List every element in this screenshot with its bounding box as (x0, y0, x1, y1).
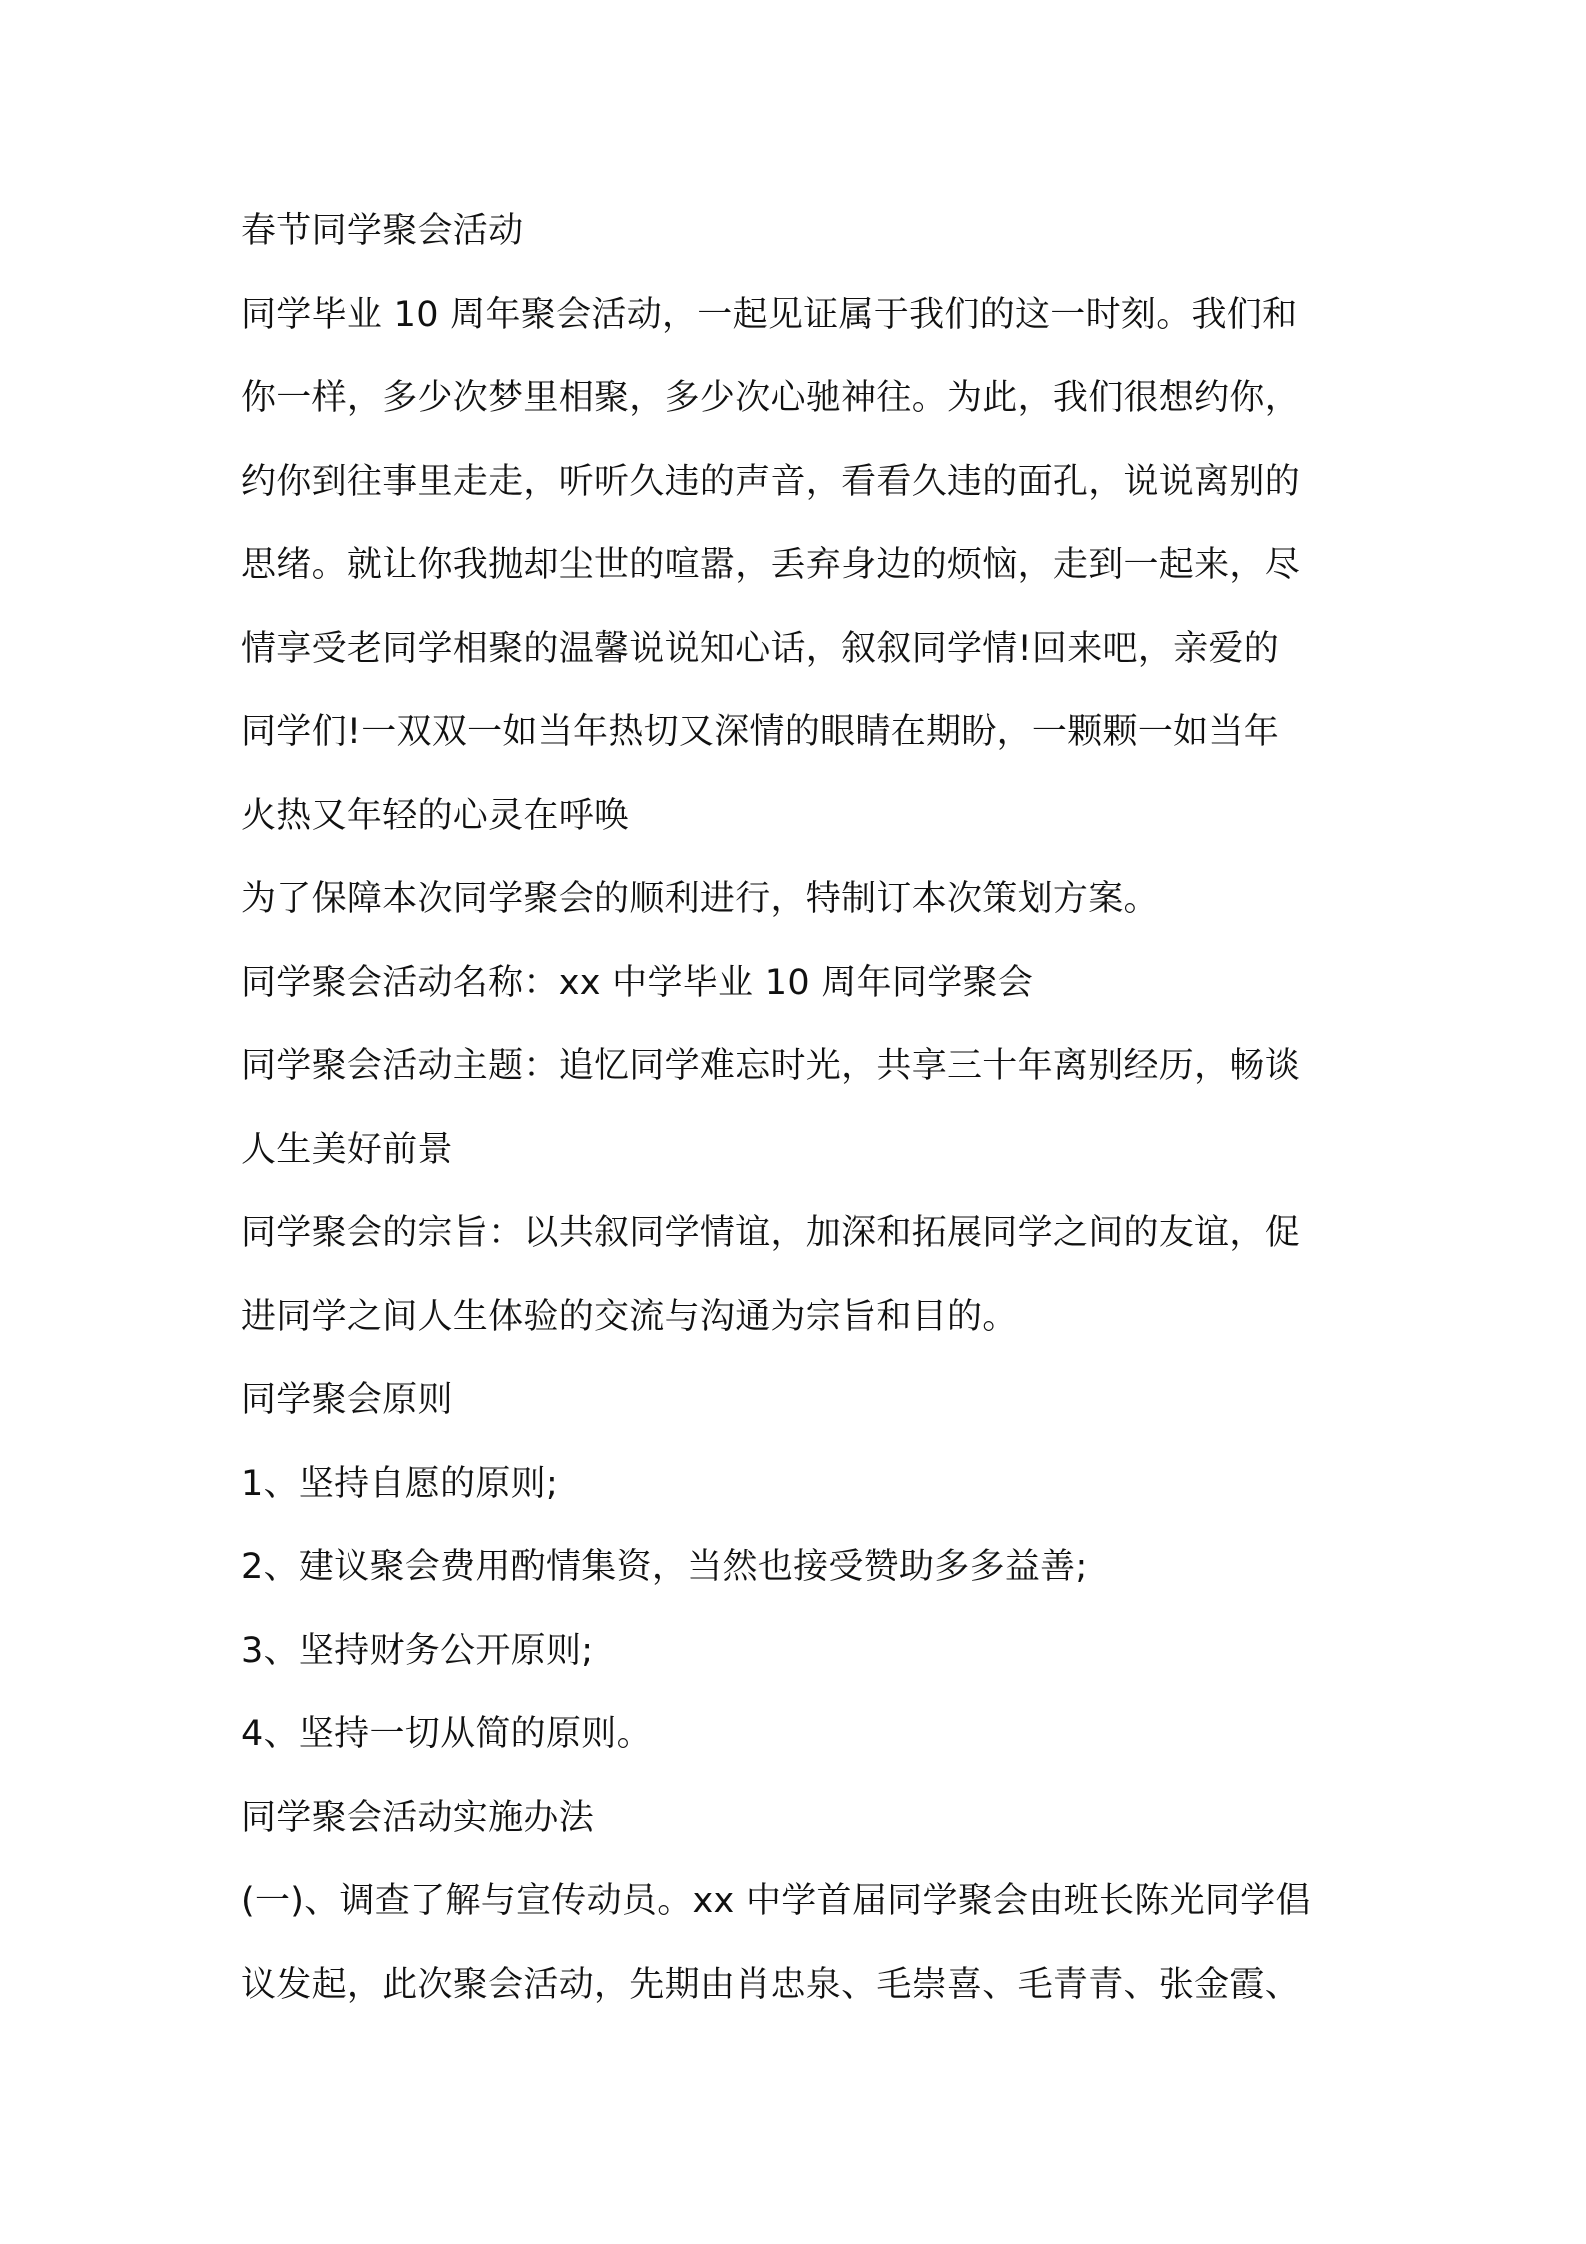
document-body (241, 190, 1366, 2027)
paragraph-line: 为了保障本次同学聚会的顺利进行，特制订本次策划方案。 (241, 879, 1159, 919)
paragraph-line: 你一样，多少次梦里相聚，多少次心驰神往。为此，我们很想约你， (241, 378, 1301, 418)
principle-item: 4、坚持一切从简的原则。 (241, 1714, 652, 1754)
principle-item: 1、坚持自愿的原则; (241, 1463, 559, 1504)
paragraph-line: 火热又年轻的心灵在呼唤 (241, 795, 630, 836)
activity-theme-line: 人生美好前景 (241, 1129, 453, 1170)
paragraph-line: 思绪。就让你我抛却尘世的喧嚣，丢弃身边的烦恼，走到一起来，尽 (241, 545, 1301, 585)
principle-item: 2、建议聚会费用酌情集资，当然也接受赞助多多益善; (241, 1547, 1088, 1587)
section-heading: 同学聚会原则 (241, 1380, 453, 1420)
section-heading: 同学聚会活动实施办法 (241, 1797, 595, 1838)
activity-name-line: 同学聚会活动名称：xx 中学毕业 10 周年同学聚会 (241, 962, 1034, 1003)
purpose-line: 进同学之间人生体验的交流与沟通为宗旨和目的。 (241, 1296, 1018, 1337)
document-title: 春节同学聚会活动 (241, 211, 524, 251)
paragraph-line: 情享受老同学相聚的温馨说说知心话，叙叙同学情!回来吧，亲爱的 (241, 628, 1280, 669)
activity-theme-line: 同学聚会活动主题：追忆同学难忘时光，共享三十年离别经历，畅谈 (241, 1046, 1301, 1086)
principle-item: 3、坚持财务公开原则; (241, 1630, 594, 1671)
paragraph-line: (一)、调查了解与宣传动员。xx 中学首届同学聚会由班长陈光同学倡 (241, 1881, 1311, 1921)
paragraph-line: 议发起，此次聚会活动，先期由肖忠泉、毛崇喜、毛青青、张金霞、 (241, 1964, 1301, 2005)
paragraph-line: 约你到往事里走走，听听久违的声音，看看久违的面孔，说说离别的 (241, 461, 1301, 502)
purpose-line: 同学聚会的宗旨：以共叙同学情谊，加深和拓展同学之间的友谊，促 (241, 1213, 1301, 1253)
paragraph-line: 同学们!一双双一如当年热切又深情的眼睛在期盼，一颗颗一如当年 (241, 712, 1280, 752)
paragraph-line: 同学毕业 10 周年聚会活动，一起见证属于我们的这一时刻。我们和 (241, 294, 1298, 335)
